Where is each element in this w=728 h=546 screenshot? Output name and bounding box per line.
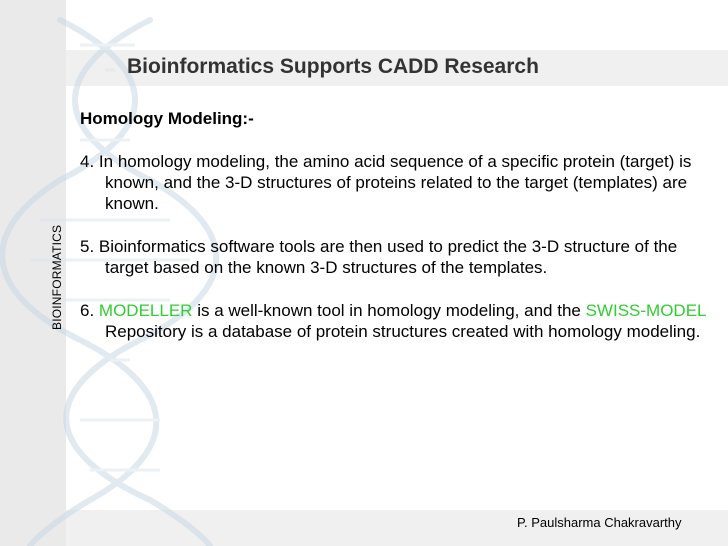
point-text: is a well-known tool in homology modeling, and the [197, 301, 581, 320]
point-number: 5. [80, 237, 95, 256]
point-4 [80, 151, 720, 214]
point-number: 4. [80, 152, 95, 171]
point-text: In homology modeling, the amino acid sequence of a specific protein (target) is known, and the 3-D structures of proteins related to the target (templates) are known. [98, 152, 692, 213]
point-text: Bioinformatics software tools are then used to predict the 3-D structure of the target based on the known 3-D structures of the templates. [98, 237, 678, 277]
swiss-model-term: SWISS-MODEL [585, 301, 706, 320]
point-text: Repository is a database of protein structures created with homology modeling. [105, 322, 701, 341]
point-6 [80, 300, 720, 342]
point-5 [80, 236, 720, 278]
modeller-term: MODELLER [98, 301, 193, 320]
point-number: 6. [80, 301, 95, 320]
author-credit: P. Paulsharma Chakravarthy [517, 515, 682, 530]
slide-title: Bioinformatics Supports CADD Research [127, 55, 539, 78]
side-label: BIOINFORMATICS [50, 224, 64, 330]
slide-content [80, 108, 720, 364]
section-heading: Homology Modeling:- [80, 109, 254, 128]
